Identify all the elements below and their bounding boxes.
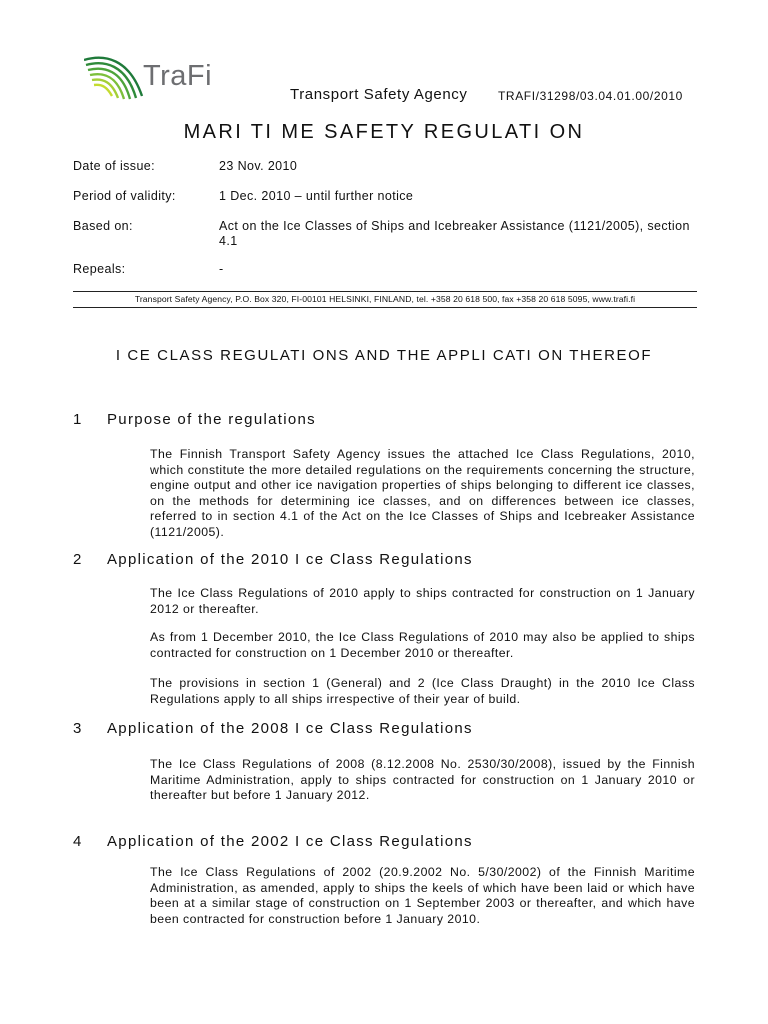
meta-label: Date of issue: — [73, 159, 156, 173]
meta-label: Repeals: — [73, 262, 126, 276]
meta-value: Act on the Ice Classes of Ships and Icebreaker Assistance (1121/2005), section 4.1 — [219, 219, 690, 248]
paragraph: As from 1 December 2010, the Ice Class Regulations of 2010 may also be applied to ships contracted for construction on 1 December 2010 or thereafter. — [150, 630, 695, 660]
paragraph: The Ice Class Regulations of 2008 (8.12.2008 No. 2530/30/2008), issued by the Finnish Maritime Administration, apply to ships contracted for construction on 1 January 2010 or thereafter but before 1 January 2012. — [150, 757, 695, 802]
section-number: 4 — [73, 833, 83, 850]
address-bar: Transport Safety Agency, P.O. Box 320, FI-00101 HELSINKI, FINLAND, tel. +358 20 618 500, fax +358 20 618 5095, www.trafi.fi — [73, 291, 697, 308]
document-title: MARI TI ME SAFETY REGULATI ON — [183, 121, 585, 143]
paragraph: The Ice Class Regulations of 2010 apply to ships contracted for construction on 1 January 2012 or thereafter. — [150, 586, 695, 616]
brand-name: TraFi — [143, 60, 213, 92]
meta-value: - — [219, 262, 224, 276]
paragraph: The Ice Class Regulations of 2002 (20.9.2002 No. 5/30/2002) of the Finnish Maritime Administration, as amended, apply to ships the keels of which have been laid or which have been at a similar stage of construction on 1 September 2003 or thereafter, and which have been contracted for construction before 1 January 2010. — [150, 865, 695, 926]
agency-name: Transport Safety Agency — [290, 86, 468, 103]
section-number: 2 — [73, 551, 83, 568]
section-title: Application of the 2010 I ce Class Regulations — [107, 551, 473, 568]
meta-value: 23 Nov. 2010 — [219, 159, 298, 173]
section-title: Application of the 2002 I ce Class Regulations — [107, 833, 473, 850]
meta-label: Based on: — [73, 219, 133, 233]
paragraph: The Finnish Transport Safety Agency issues the attached Ice Class Regulations, 2010, which constitute the more detailed regulations on the requirements concerning the structure, engine output and other ice navigation properties of ships belonging to different ice classes, on the methods for determining ice classes, and on differences between ice classes, referred to in section 4.1 of the Act on the Ice Classes of Ships and Icebreaker Assistance (1121/2005). — [150, 447, 695, 539]
meta-value: 1 Dec. 2010 – until further notice — [219, 189, 414, 203]
section-number: 1 — [73, 411, 83, 428]
document-reference: TRAFI/31298/03.04.01.00/2010 — [498, 89, 683, 103]
main-heading: I CE CLASS REGULATI ONS AND THE APPLI CATI ON THEREOF — [115, 347, 653, 364]
paragraph: The provisions in section 1 (General) and 2 (Ice Class Draught) in the 2010 Ice Class Regulations apply to all ships irrespective of their year of build. — [150, 676, 695, 706]
meta-label: Period of validity: — [73, 189, 176, 203]
section-title: Application of the 2008 I ce Class Regulations — [107, 720, 473, 737]
section-number: 3 — [73, 720, 83, 737]
section-title: Purpose of the regulations — [107, 411, 316, 428]
